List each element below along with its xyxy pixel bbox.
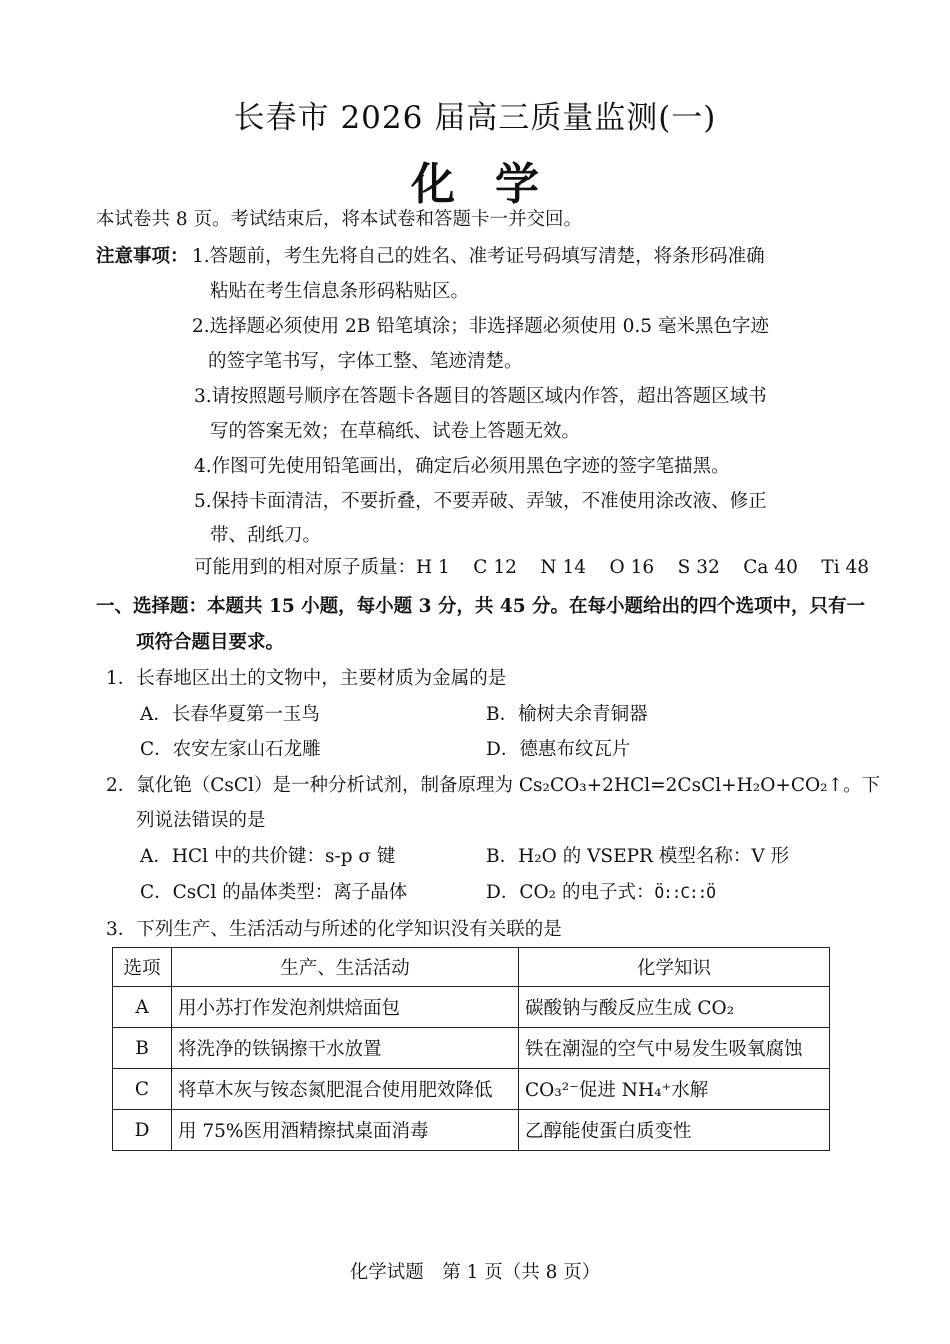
note-item: 的签字笔书写，字体工整、笔迹清楚。 [208, 351, 523, 372]
table-row [113, 1110, 830, 1151]
note-item: 3.请按照题号顺序在答题卡各题目的答题区域内作答，超出答题区域书 [194, 386, 767, 407]
q1-option-c: C．农安左家山石龙雕 [140, 739, 321, 760]
knowledge-cell: 乙醇能使蛋白质变性 [519, 1110, 830, 1151]
question-3-table [112, 947, 830, 1151]
page-footer: 化学试题 第 1 页（共 8 页） [349, 1262, 601, 1283]
activity-cell: 将草木灰与铵态氮肥混合使用肥效降低 [172, 1069, 519, 1110]
activity-cell: 将洗净的铁锅擦干水放置 [172, 1028, 519, 1069]
note-item: 5.保持卡面清洁，不要折叠，不要弄破、弄皱，不准使用涂改液、修正 [194, 491, 767, 512]
question-2-stem-cont: 列说法错误的是 [136, 810, 266, 831]
q2-option-a: A．HCl 中的共价键：s-p σ 键 [140, 846, 396, 867]
table-header-row [113, 948, 830, 987]
notes-label: 注意事项： [96, 246, 189, 267]
knowledge-cell: CO₃²⁻促进 NH₄⁺水解 [519, 1069, 830, 1110]
exam-title: 长春市 2026 届高三质量监测(一) [233, 100, 717, 136]
option-cell: D [113, 1110, 172, 1151]
knowledge-cell: 碳酸钠与酸反应生成 CO₂ [519, 987, 830, 1028]
question-1-stem: 1．长春地区出土的文物中，主要材质为金属的是 [106, 668, 507, 689]
question-2-stem: 2．氯化铯（CsCl）是一种分析试剂，制备原理为 Cs₂CO₃+2HCl=2CsCl+H₂O+CO₂↑。下 [106, 775, 881, 796]
question-3-stem: 3．下列生产、生活活动与所述的化学知识没有关联的是 [106, 919, 562, 940]
q1-option-d: D．德惠布纹瓦片 [486, 739, 631, 760]
knowledge-cell: 铁在潮湿的空气中易发生吸氧腐蚀 [519, 1028, 830, 1069]
note-item: 带、刮纸刀。 [210, 525, 322, 546]
note-item: 2.选择题必须使用 2B 铅笔填涂；非选择题必须使用 0.5 毫米黑色字迹 [192, 316, 769, 337]
section-heading: 一、选择题：本题共 15 小题，每小题 3 分，共 45 分。在每小题给出的四个选项中，只有一 [96, 596, 866, 617]
exam-intro: 本试卷共 8 页。考试结束后，将本试卷和答题卡一并交回。 [96, 209, 583, 230]
q2-option-b: B．H₂O 的 VSEPR 模型名称：V 形 [486, 846, 790, 867]
table-header-cell: 选项 [113, 948, 172, 987]
note-item: 4.作图可先使用铅笔画出，确定后必须用黑色字迹的签字笔描黑。 [194, 456, 730, 477]
q2-option-d [486, 878, 715, 904]
subject-title: 化学 [411, 159, 579, 210]
co2-electron-formula: Ö::C::Ö [654, 883, 715, 902]
option-cell: C [113, 1069, 172, 1110]
table-row [113, 1028, 830, 1069]
note-item: 粘贴在考生信息条形码粘贴区。 [210, 281, 470, 302]
table-header-cell: 生产、生活活动 [172, 948, 519, 987]
activity-cell: 用小苏打作发泡剂烘焙面包 [172, 987, 519, 1028]
q2-option-d-label: D．CO₂ 的电子式： [486, 882, 655, 903]
option-cell: A [113, 987, 172, 1028]
note-item: 写的答案无效；在草稿纸、试卷上答题无效。 [210, 421, 581, 442]
activity-cell: 用 75%医用酒精擦拭桌面消毒 [172, 1110, 519, 1151]
note-item: 1.答题前，考生先将自己的姓名、准考证号码填写清楚，将条形码准确 [192, 246, 765, 267]
table-row [113, 1069, 830, 1110]
table-row [113, 987, 830, 1028]
section-heading-cont: 项符合题目要求。 [136, 632, 285, 653]
q1-option-a: A．长春华夏第一玉鸟 [140, 704, 320, 725]
option-cell: B [113, 1028, 172, 1069]
atomic-mass-line: 可能用到的相对原子质量：H 1 C 12 N 14 O 16 S 32 Ca 40 Ti 48 [194, 557, 870, 578]
q2-option-c: C．CsCl 的晶体类型：离子晶体 [140, 882, 408, 903]
table-header-cell: 化学知识 [519, 948, 830, 987]
q1-option-b: B．榆树夫余青铜器 [486, 704, 648, 725]
